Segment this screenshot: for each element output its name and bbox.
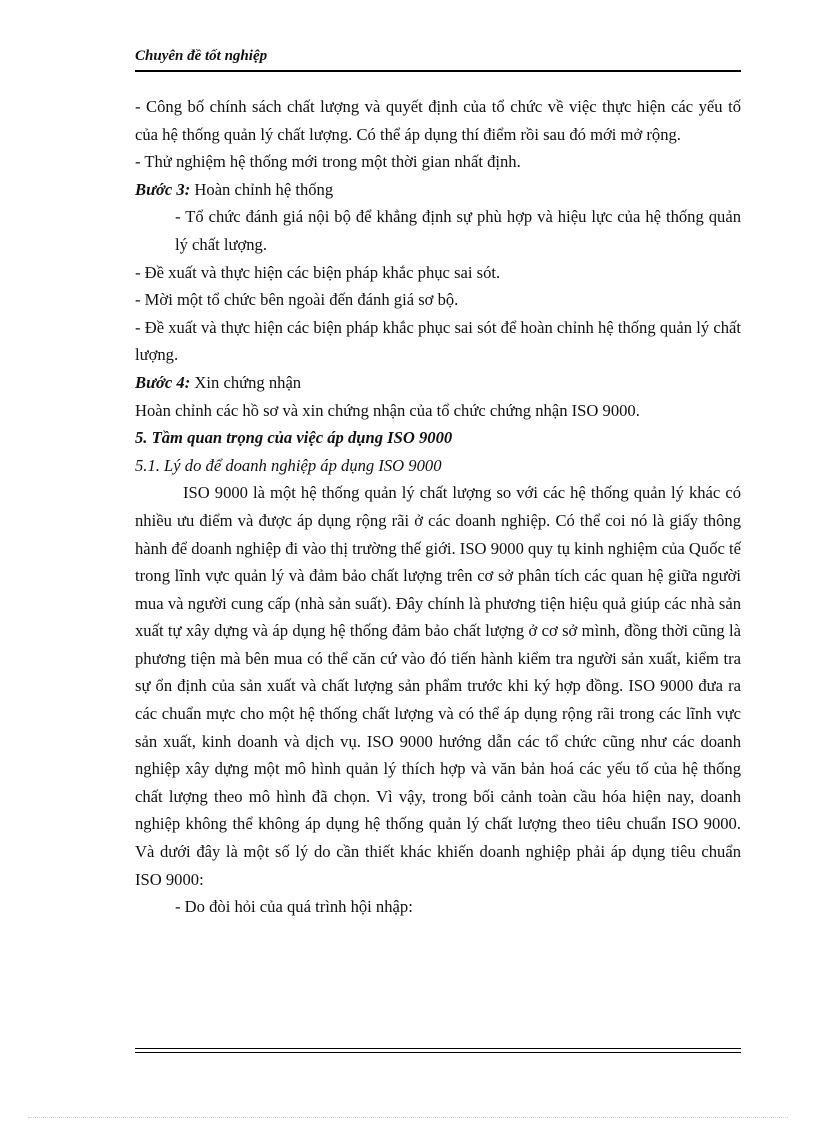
footer-rules <box>135 1048 741 1056</box>
section-heading-5: 5. Tầm quan trọng của việc áp dụng ISO 9000 <box>135 428 453 448</box>
header-rule <box>135 70 741 72</box>
certification-line: Hoàn chỉnh các hồ sơ và xin chứng nhận của tổ chức chứng nhận ISO 9000. <box>135 400 640 420</box>
bullet-external-audit: - Mời một tổ chức bên ngoài đến đánh giá sơ bộ. <box>135 290 459 310</box>
bullet-corrective-complete: - Đề xuất và thực hiện các biện pháp khắc phục sai sót để hoàn chỉnh hệ thống quản lý chất lượng. <box>135 317 741 365</box>
document-body <box>135 93 741 921</box>
page-header-title: Chuyên đề tốt nghiệp <box>135 48 268 64</box>
step-3-text: Hoàn chỉnh hệ thống <box>190 179 334 199</box>
footer-rule-2 <box>135 1052 741 1056</box>
step-3 <box>135 176 741 204</box>
bullet-trial: - Thử nghiệm hệ thống mới trong một thời gian nhất định. <box>135 152 521 172</box>
step-4-text: Xin chứng nhận <box>190 372 302 392</box>
bullet-corrective: - Đề xuất và thực hiện các biện pháp khắc phục sai sót. <box>135 262 501 282</box>
step-3-label: Bước 3: <box>135 179 191 199</box>
page-edge-dotted-line <box>28 1117 788 1118</box>
bullet-policy: - Công bố chính sách chất lượng và quyết định của tổ chức về việc thực hiện các yếu tố của hệ thống quản lý chất lượng. Có thể áp dụng thí điểm rồi sau đó mới mở rộng. <box>135 97 741 144</box>
bullet-internal-audit: - Tổ chức đánh giá nội bộ để khẳng định sự phù hợp và hiệu lực của hệ thống quản lý chất lượng. <box>175 207 741 254</box>
step-4-label: Bước 4: <box>135 372 191 392</box>
main-paragraph: ISO 9000 là một hệ thống quản lý chất lượng so với các hệ thống quản lý khác có nhiều ưu điểm và được áp dụng rộng rãi ở các doanh nghiệp. Có thể coi nó là giấy thông hành để doanh nghiệp đi vào thị trường thế giới. ISO 9000 quy tụ kinh nghiệm của Quốc tế trong lĩnh vực quản lý và đảm bảo chất lượng trên cơ sở phân tích các quan hệ giữa người mua và người cung cấp (nhà sản suất). Đây chính là phương tiện hiệu quả giúp các nhà sản xuất tự xây dựng và áp dụng hệ thống đảm bảo chất lượng ở cơ sở mình, đồng thời cũng là phương tiện mà bên mua có thể căn cứ vào đó tiến hành kiểm tra người sản xuất, kiểm tra sự ổn định của sản xuất và chất lượng sản phẩm trước khi ký hợp đồng. ISO 9000 đưa ra các chuẩn mực cho một hệ thống chất lượng và có thể áp dụng rộng rãi trong các lĩnh vực sản xuất, kinh doanh và dịch vụ. ISO 9000 hướng dẫn các tổ chức cũng như các doanh nghiệp xây dựng một mô hình quản lý thích hợp và văn bản hoá các yếu tố của hệ thống chất lượng theo mô hình đã chọn. Vì vậy, trong bối cảnh toàn cầu hóa hiện nay, doanh nghiệp không thể không áp dụng hệ thống quản lý chất lượng theo tiêu chuẩn ISO 9000. Và dưới đây là một số lý do cần thiết khác khiến doanh nghiệp phải áp dụng tiêu chuẩn ISO 9000: <box>135 483 741 889</box>
section-heading-5-1: 5.1. Lý do để doanh nghiệp áp dụng ISO 9000 <box>135 455 442 475</box>
bullet-integration: - Do đòi hỏi của quá trình hội nhập: <box>175 897 413 917</box>
step-4 <box>135 369 741 397</box>
